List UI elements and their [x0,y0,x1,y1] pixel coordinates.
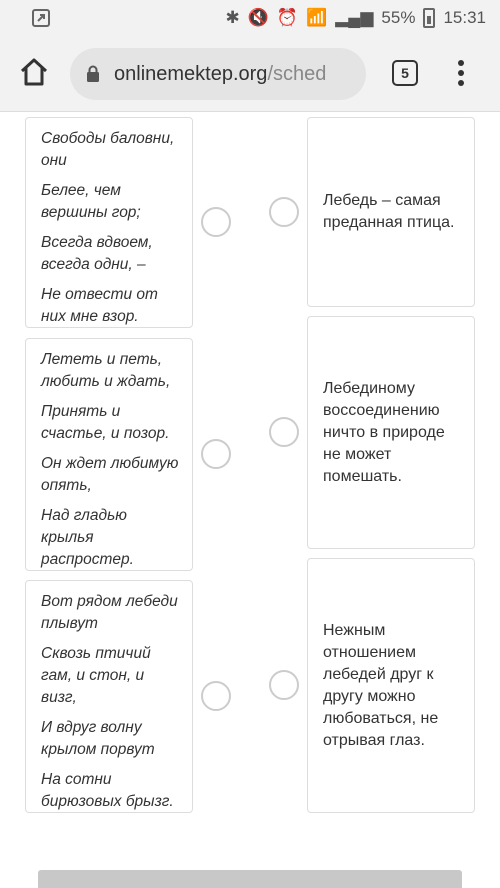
right-radio-1[interactable] [269,197,299,227]
url-text [114,63,326,86]
address-bar[interactable] [70,48,366,100]
left-item-3 [25,580,193,813]
more-menu-icon[interactable] [450,58,472,88]
clock: 15:31 [443,8,486,27]
poem-line: Белее, чем вершины гор; [41,182,141,221]
right-item-3 [307,558,475,813]
alarm-icon: ⏰ [276,8,299,27]
poem-line: Лететь и петь, любить и ждать, [41,351,171,390]
tab-switcher-button[interactable]: 5 [392,60,418,86]
submit-button[interactable] [38,870,462,888]
battery-icon [423,8,435,28]
left-item-2 [25,338,193,571]
poem-line: Сквозь птичий гам, и стон, и визг, [41,645,151,706]
mute-icon: 🔇 [247,8,269,27]
left-radio-1[interactable] [201,207,231,237]
statement-text: Нежным отношением лебедей друг к другу можно любоваться, не отрывая глаз. [323,621,439,749]
right-radio-2[interactable] [269,417,299,447]
bluetooth-icon: ✱ [225,8,240,27]
signal-icon: ▂▄▆ [335,8,374,27]
poem-line: На сотни бирюзовых брызг. [41,771,174,810]
url-domain: onlinemektep.org [114,62,268,85]
browser-toolbar [0,36,500,112]
poem-line: Он ждет любимую опять, [41,455,179,494]
battery-percent: 55% [381,8,416,27]
right-item-1 [307,117,475,307]
right-item-2 [307,316,475,549]
right-radio-3[interactable] [269,670,299,700]
poem-line: Свободы баловни, они [41,130,175,169]
lock-icon [86,65,100,83]
poem-line: Вот рядом лебеди плывут [41,593,178,632]
left-radio-3[interactable] [201,681,231,711]
notification-icon [32,9,50,27]
left-radio-2[interactable] [201,439,231,469]
poem-line: Не отвести от них мне взор. [41,286,158,325]
poem-line: Принять и счастье, и позор. [41,403,170,442]
poem-line: Всегда вдвоем, всегда одни, – [41,234,153,273]
statement-text: Лебединому воссоединению ничто в природе не может помешать. [323,379,445,485]
status-bar [0,0,500,36]
url-path: /sched [267,62,327,85]
poem-line: И вдруг волну крылом порвут [41,719,155,758]
wifi-icon: 📶 [306,8,328,27]
statement-text: Лебедь – самая преданная птица. [323,192,455,231]
left-item-1 [25,117,193,328]
home-icon[interactable] [18,56,50,88]
poem-line: Над гладью крылья распростер. [41,507,134,568]
